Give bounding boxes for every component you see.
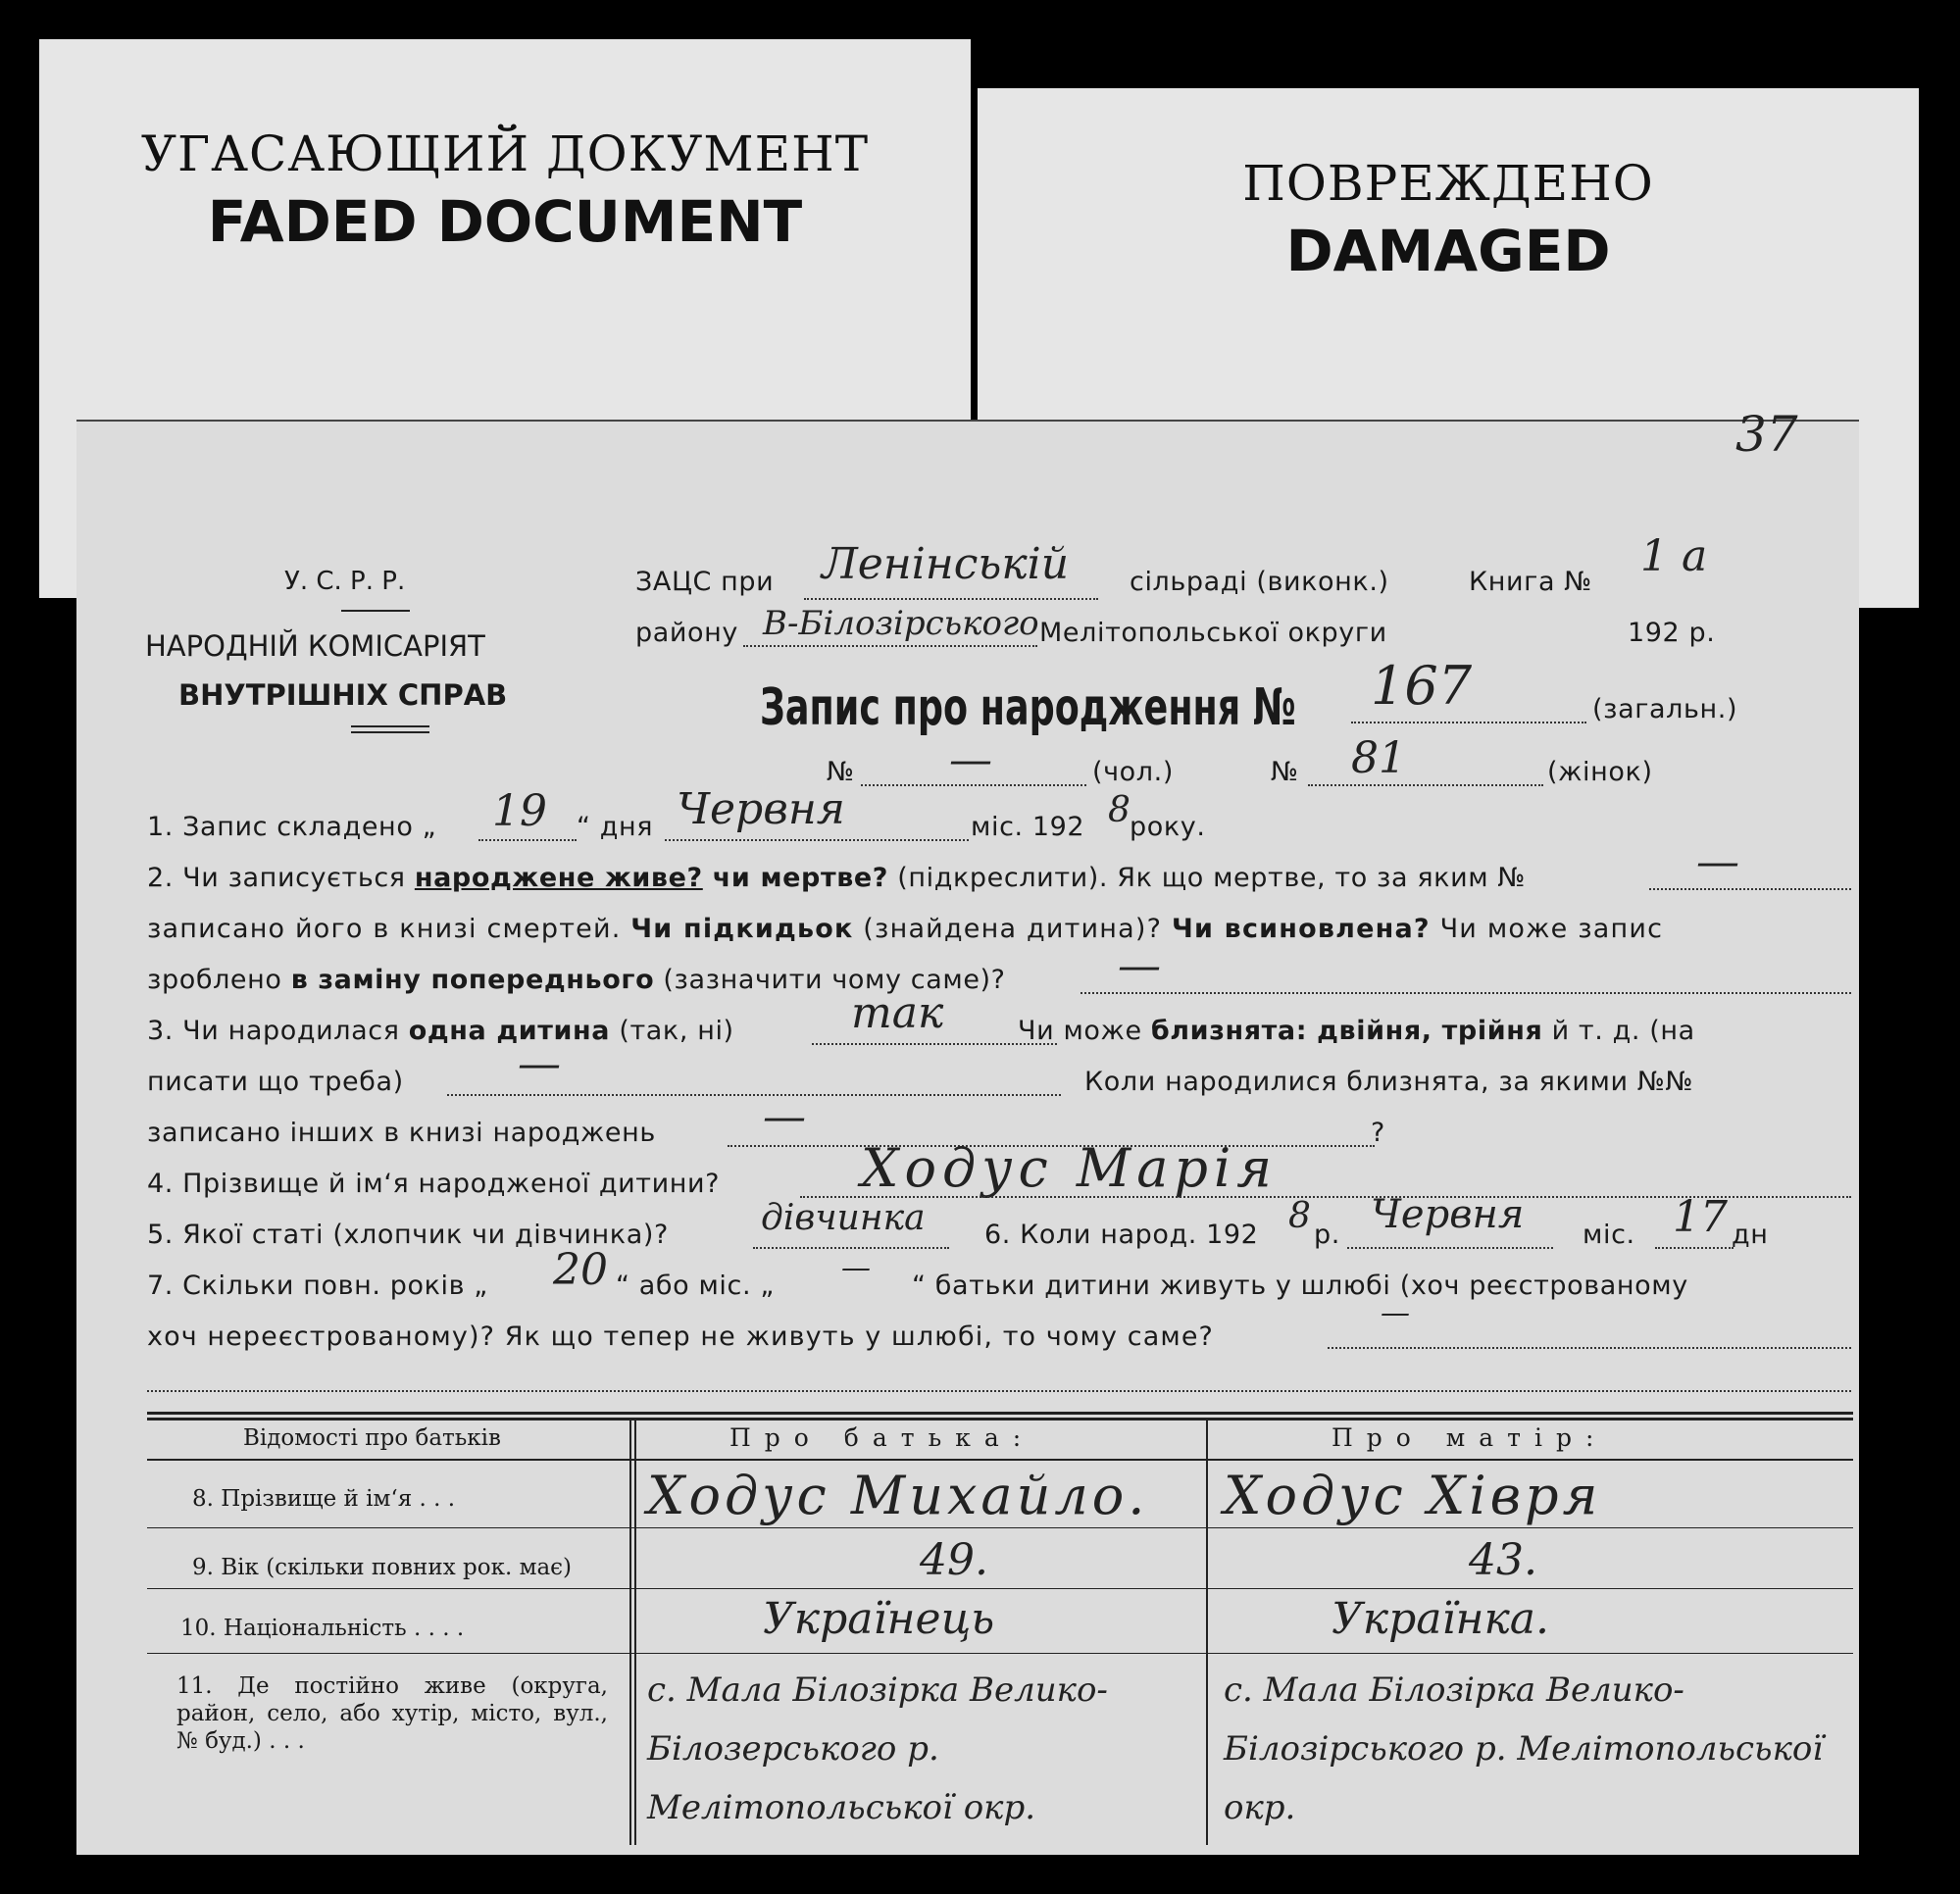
birth-record-form <box>76 406 1859 1855</box>
field2-replacement-value: — <box>1118 941 1161 991</box>
field1-day-suffix: “ дня <box>577 812 654 842</box>
father-nationality: Українець <box>763 1594 995 1644</box>
field6-dn: дн <box>1732 1220 1769 1250</box>
field2-death-no: — <box>1696 837 1739 887</box>
field2-born-alive: народжене живе? <box>414 863 703 893</box>
field6-year: 8 <box>1288 1196 1311 1236</box>
male-label: (чол.) <box>1092 757 1174 787</box>
field7-line2: хоч нереєстрованому)? Як що тепер не живуть у шлюбі, то чому саме? <box>147 1321 1214 1352</box>
male-no-value: — <box>949 735 992 785</box>
table-row-label: 11. Де постійно живе (округа, район, село, або хутір, місто, вул., № буд.) . . . <box>176 1673 608 1754</box>
field3-single-child: одна дитина <box>408 1016 611 1046</box>
zags-value: Ленінській <box>822 539 1070 589</box>
field2-line2-a: записано його в книзі смертей. <box>147 914 631 944</box>
field1-label: 1. Запис складено „ <box>147 812 437 842</box>
field3-line2-a: писати що треба) <box>147 1067 404 1097</box>
table-head-father: Про батька: <box>729 1423 1035 1452</box>
field3-line3-end: ? <box>1371 1118 1385 1148</box>
field2-line2-e: Чи може запис <box>1430 914 1664 944</box>
council-label: сільраді (виконк.) <box>1130 567 1389 597</box>
male-no-label: № <box>827 757 855 787</box>
field2-foundling: Чи підкидьок <box>630 914 854 944</box>
field3-single-value: так <box>851 988 944 1038</box>
mother-residence: с. Мала Білозірка Велико-Білозірського р. Мелітопольської окр. <box>1224 1670 1824 1827</box>
field3-line2-value: — <box>518 1039 561 1089</box>
commissariat-label: НАРОДНІЙ КОМІСАРІЯТ <box>145 629 485 663</box>
field2-line2 <box>147 914 1663 944</box>
okrug-label: Мелітопольської округи <box>1039 618 1387 648</box>
field7-line1-a: 7. Скільки повн. років „ <box>147 1271 488 1301</box>
stamp-faded-ru: УГАСАЮЩИЙ ДОКУМЕНТ <box>140 125 870 182</box>
field6-label: 6. Коли народ. 192 <box>984 1220 1259 1250</box>
field2-line1-d: (підкреслити). Як що мертве, то за яким № <box>888 863 1527 893</box>
field3-line1-f: й т. д. (на <box>1542 1016 1695 1046</box>
zags-prefix: ЗАЦС при <box>635 567 775 597</box>
field3-line2-b: Коли народилися близнята, за якими №№ <box>1084 1067 1694 1097</box>
table-row-label: 10. Національність . . . . <box>180 1616 465 1641</box>
field6-day: 17 <box>1673 1192 1728 1242</box>
field6-mis: міс. <box>1583 1220 1635 1250</box>
field6-r: р. <box>1314 1220 1340 1250</box>
table-head-mother: Про матір: <box>1332 1423 1608 1452</box>
field2-line1-a: 2. Чи записується <box>147 863 415 893</box>
field3-twins: близнята: двійня, трійня <box>1150 1016 1543 1046</box>
record-number: 167 <box>1371 655 1473 717</box>
field3-line1-left <box>147 1016 734 1046</box>
field4-label: 4. Прізвище й ім‘я народженої дитини? <box>147 1169 721 1199</box>
book-value: 1 а <box>1640 531 1708 581</box>
field3-line1-a: 3. Чи народилася <box>147 1016 409 1046</box>
field7-line1-c: “ батьки дитини живуть у шлюбі (хоч реєстрованому <box>912 1271 1688 1301</box>
stamp-damaged-en: DAMAGED <box>1285 218 1611 284</box>
field3-line3-value: — <box>763 1092 806 1142</box>
field3-line1-d: Чи може <box>1018 1016 1151 1046</box>
table-head-parents: Відомості про батьків <box>243 1425 501 1451</box>
table-row-label: 8. Прізвище й ім‘я . . . <box>192 1486 456 1512</box>
book-label: Книга № <box>1469 567 1592 597</box>
field2-line3-c: (зазначити чому саме)? <box>654 965 1006 995</box>
department-label: ВНУТРІШНІХ СПРАВ <box>178 678 508 712</box>
field1-year-label: міс. 192 <box>971 812 1085 842</box>
mother-name: Ходус Хівря <box>1224 1465 1602 1526</box>
mother-age: 43. <box>1469 1535 1537 1585</box>
field3-line3-a: записано інших в книзі народжень <box>147 1118 656 1148</box>
father-name: Ходус Михайло. <box>647 1465 1149 1526</box>
page-number: 37 <box>1735 406 1798 463</box>
field6-month: Червня <box>1371 1192 1525 1237</box>
field7-line1-b: “ або міс. „ <box>616 1271 775 1301</box>
field1-year-value: 8 <box>1108 790 1131 830</box>
field1-month: Червня <box>677 784 845 834</box>
female-no-value: 81 <box>1351 733 1406 783</box>
female-label: (жінок) <box>1547 757 1653 787</box>
field1-day: 19 <box>492 786 547 836</box>
field7-months: — <box>841 1251 871 1285</box>
district-label: району <box>635 618 738 648</box>
mother-nationality: Українка. <box>1332 1594 1550 1644</box>
ussr-label: У. С. Р. Р. <box>284 567 406 596</box>
female-no-label: № <box>1271 757 1299 787</box>
field3-line1-right <box>1018 1016 1695 1046</box>
field2-line3-a: зроблено <box>147 965 291 995</box>
field3-line1-c: (так, ні) <box>610 1016 734 1046</box>
stamp-faded-en: FADED DOCUMENT <box>207 188 803 255</box>
field2-line1 <box>147 863 1526 893</box>
father-residence: с. Мала Білозірка Велико-Білозерського р. Мелітопольської окр. <box>647 1670 1108 1827</box>
field7-line2-value: — <box>1381 1296 1410 1330</box>
field4-child-name: Ходус Марія <box>861 1137 1278 1199</box>
field2-adopted: Чи всиновлена? <box>1171 914 1431 944</box>
record-title: Запис про народження № <box>760 678 1296 737</box>
table-row-label: 9. Вік (скільки повних рок. має) <box>192 1555 573 1580</box>
field2-line2-c: (знайдена дитина)? <box>853 914 1172 944</box>
field5-sex-value: дівчинка <box>761 1198 926 1238</box>
field2-dead: чи мертве? <box>702 863 889 893</box>
field2-replacement: в заміну попереднього <box>290 965 655 995</box>
general-label: (загальн.) <box>1592 694 1738 724</box>
field1-end: року. <box>1130 812 1206 842</box>
field7-years: 20 <box>553 1245 608 1295</box>
father-age: 49. <box>920 1535 988 1585</box>
district-value: В-Білозірського <box>763 604 1039 643</box>
stamp-damaged-ru: ПОВРЕЖДЕНО <box>1242 155 1654 212</box>
field5-label: 5. Якої статі (хлопчик чи дівчинка)? <box>147 1220 669 1250</box>
year-label: 192 р. <box>1628 618 1716 648</box>
